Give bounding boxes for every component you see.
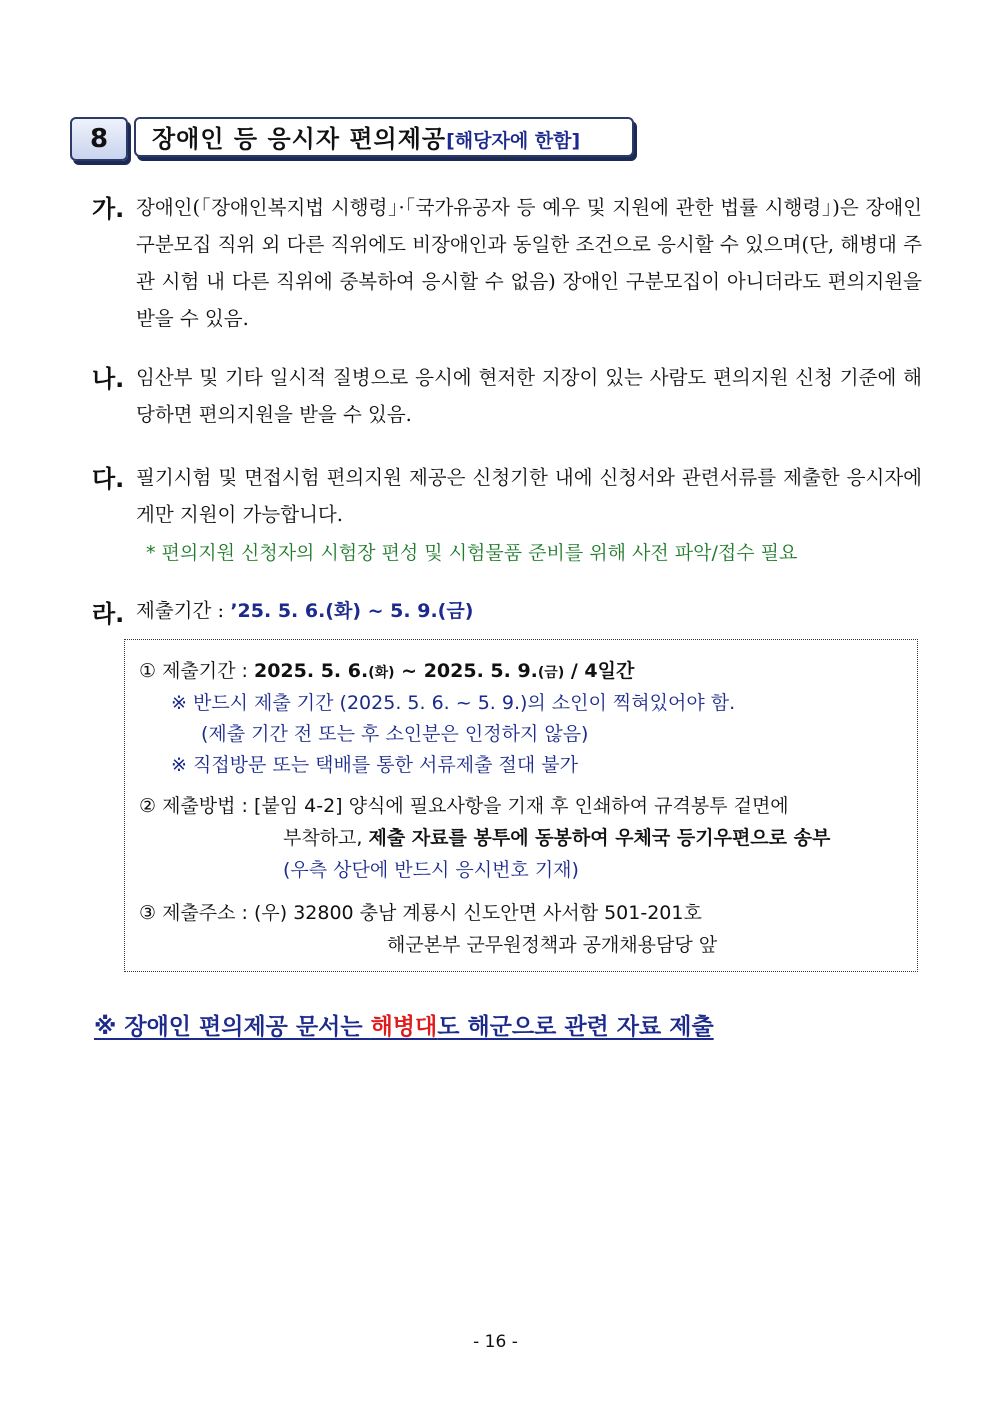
box-address-line1 bbox=[139, 898, 702, 925]
footer-note-highlight: 해병대 bbox=[370, 1014, 438, 1040]
box-method-text2b: 제출 자료를 봉투에 동봉하여 우체국 등기우편으로 송부 bbox=[368, 827, 831, 849]
box-period-tail: / 4일간 bbox=[564, 660, 635, 682]
item-ra bbox=[92, 594, 922, 628]
item-ga-marker: 가. bbox=[92, 195, 125, 223]
item-ga bbox=[92, 189, 922, 337]
box-address-text1: (우) 32800 충남 계룡시 신도안면 사서함 501-201호 bbox=[253, 902, 702, 924]
item-ra-marker: 라. bbox=[92, 600, 125, 628]
footer-note-part3: 도 해군으로 관련 자료 제출 bbox=[437, 1014, 714, 1040]
box-period-day2: (금) bbox=[537, 665, 565, 681]
box-note-postmark: ※ 반드시 제출 기간 (2025. 5. 6. ~ 5. 9.)의 소인이 찍혀있어야 함. bbox=[171, 692, 736, 714]
item-da-marker: 다. bbox=[92, 465, 125, 493]
item-na-marker: 나. bbox=[92, 365, 125, 393]
box-period-date1: 2025. 5. 6. bbox=[253, 660, 369, 682]
section-number: 8 bbox=[70, 117, 128, 161]
item-ra-line bbox=[136, 594, 922, 628]
item-na-text: 임산부 및 기타 일시적 질병으로 응시에 현저한 지장이 있는 사람도 편의지원 신청 기준에 해당하면 편의지원을 받을 수 있음. bbox=[136, 366, 922, 426]
item-da bbox=[92, 459, 922, 533]
box-note-no-visit: ※ 직접방문 또는 택배를 통한 서류제출 절대 불가 bbox=[171, 754, 578, 776]
box-address-line2: 해군본부 군무원정책과 공개채용담당 앞 bbox=[387, 934, 718, 956]
item-ga-text: 장애인(「장애인복지법 시행령」·「국가유공자 등 예우 및 지원에 관한 법률 시행령」)은 장애인 구분모집 직위 외 다른 직위에도 비장애인과 동일한 조건으로 응시할 수 있으며(단, 해병대 주관 시험 내 다른 직위에 중복하여 응시할 수 없음) 장애인 구분모집이 아니더라도 편의지원을 받을 수 있음. bbox=[136, 196, 922, 330]
item-ra-value: ’25. 5. 6.(화) ~ 5. 9.(금) bbox=[230, 600, 474, 622]
item-da-note: * 편의지원 신청자의 시험장 편성 및 시험물품 준비를 위해 사전 파악/접수 필요 bbox=[146, 542, 798, 564]
box-period-line bbox=[139, 656, 634, 683]
section-title: 장애인 등 응시자 편의제공 bbox=[152, 125, 447, 153]
section-title-box bbox=[134, 117, 634, 157]
submission-info-box bbox=[124, 639, 918, 972]
page-number: - 16 - bbox=[473, 1332, 518, 1352]
footer-note-part1: ※ 장애인 편의제공 문서는 bbox=[94, 1014, 371, 1040]
box-method-line2 bbox=[283, 823, 830, 850]
box-method-text2a: 부착하고, bbox=[283, 827, 369, 849]
box-note-postmark-detail: (제출 기간 전 또는 후 소인분은 인정하지 않음) bbox=[201, 723, 589, 745]
box-address-label: ③ 제출주소 : bbox=[139, 902, 254, 924]
item-ra-label: 제출기간 : bbox=[136, 599, 231, 622]
box-period-date2: 2025. 5. 9. bbox=[423, 660, 538, 682]
item-da-text: 필기시험 및 면접시험 편의지원 제공은 신청기한 내에 신청서와 관련서류를 제출한 응시자에게만 지원이 가능합니다. bbox=[136, 466, 922, 526]
item-na bbox=[92, 359, 922, 433]
box-method-line3: (우측 상단에 반드시 응시번호 기재) bbox=[283, 859, 579, 881]
box-method-text1: [붙임 4-2] 양식에 필요사항을 기재 후 인쇄하여 규격봉투 겉면에 bbox=[253, 795, 789, 817]
footer-note bbox=[94, 1008, 714, 1041]
box-method-line1 bbox=[139, 791, 789, 818]
box-period-label: ① 제출기간 : bbox=[139, 660, 254, 682]
box-method-label: ② 제출방법 : bbox=[139, 795, 254, 817]
section-subtitle: [해당자에 한함] bbox=[446, 130, 581, 152]
box-period-day1: (화) bbox=[368, 665, 395, 681]
box-period-tilde: ~ bbox=[394, 660, 424, 682]
